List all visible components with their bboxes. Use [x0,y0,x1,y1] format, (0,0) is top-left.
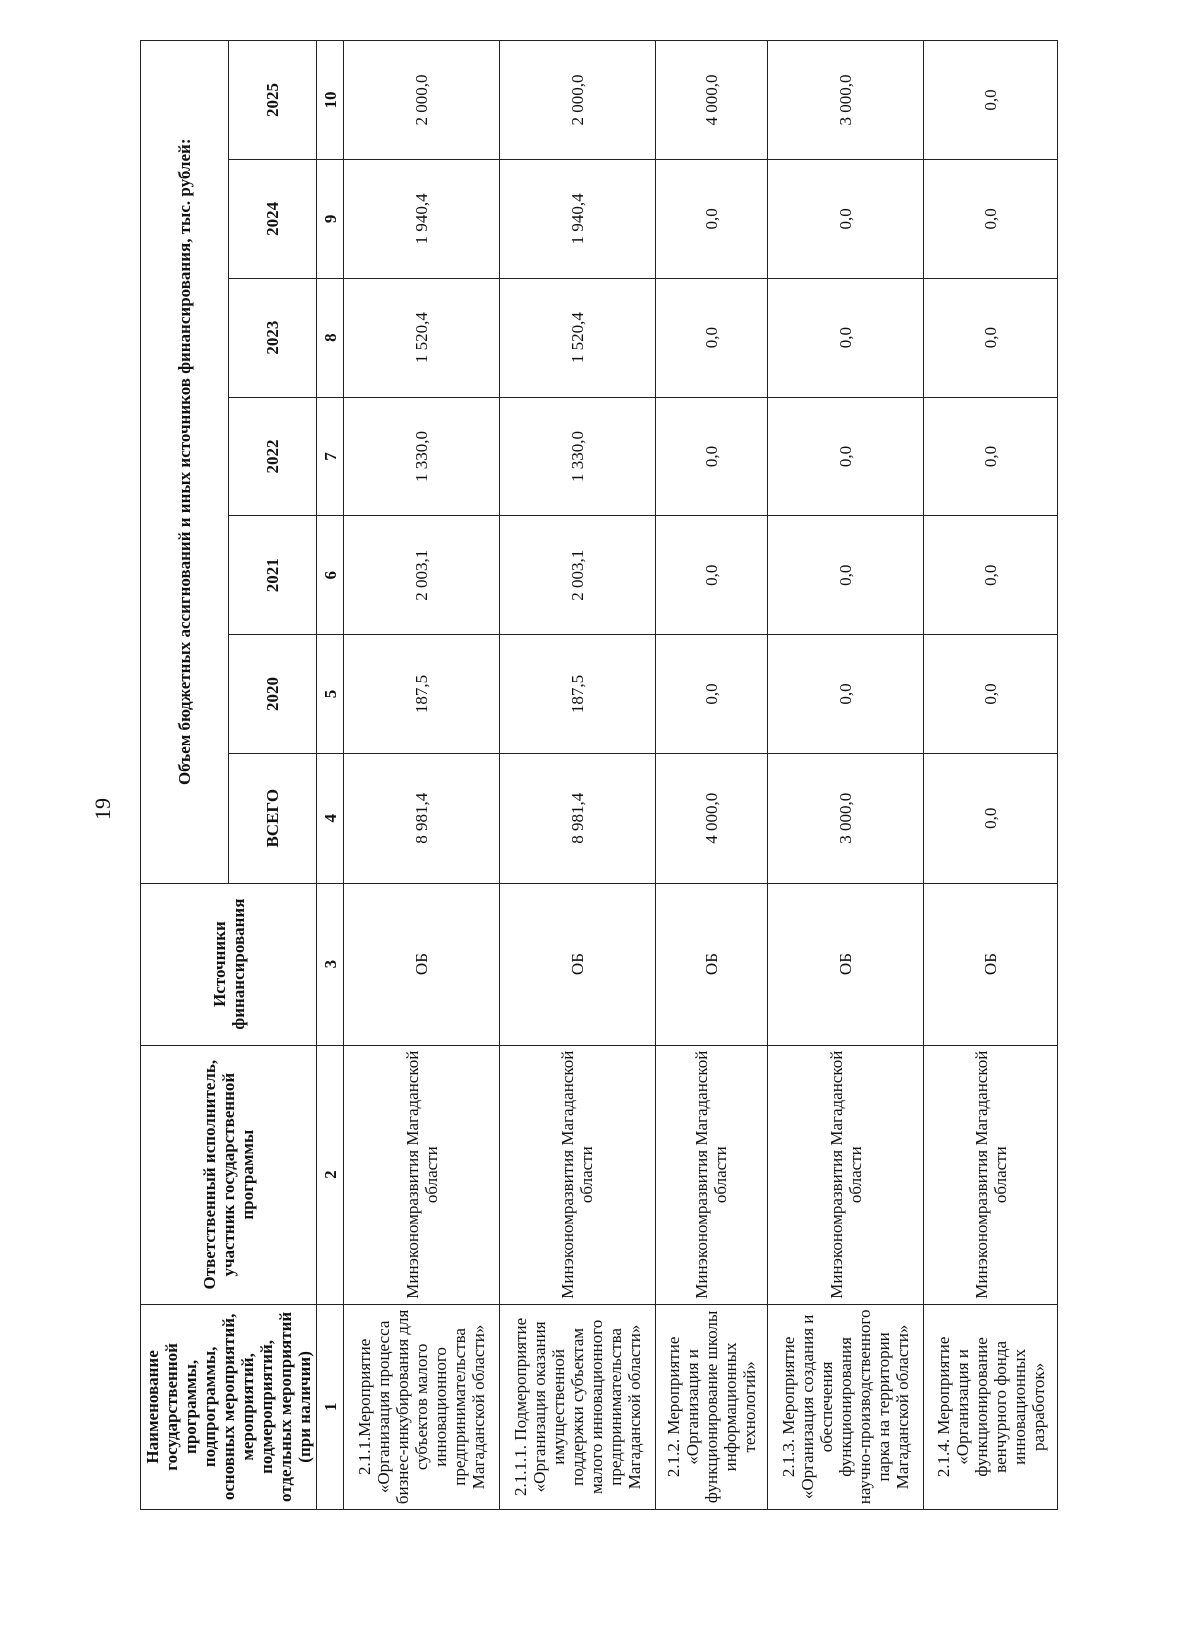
executor-cell: Минэкономразвития Магаданской области [499,1045,655,1304]
executor-cell: Минэкономразвития Магаданской области [768,1045,924,1304]
year-cell: 3 000,0 [768,41,924,160]
financing-table [140,40,1058,1510]
activity-name: 2.1.4. Мероприятие «Организация и функционирование венчурного фонда инновационных разработок» [923,1304,1057,1509]
activity-name: 2.1.3. Мероприятие «Организация создания и обеспечения функционирования научно-производственного парка на территории Магаданской области» [768,1304,924,1509]
executor-cell: Минэкономразвития Магаданской области [655,1045,768,1304]
column-number: 10 [317,41,344,160]
year-cell: 2 000,0 [344,41,500,160]
year-cell: 2 003,1 [344,516,500,635]
column-number-row [317,41,344,1510]
year-cell: 0,0 [655,635,768,754]
total-cell: 8 981,4 [499,753,655,883]
total-cell: 0,0 [923,753,1057,883]
year-cell: 1 330,0 [499,397,655,516]
column-number: 1 [317,1304,344,1509]
year-cell: 0,0 [768,159,924,278]
header-name: Наименование государственной программы, подпрограммы, основных мероприятий, мероприятий, подмероприятий, отдельных мероприятий (при наличии) [141,1304,317,1509]
source-cell: ОБ [655,883,768,1045]
source-cell: ОБ [923,883,1057,1045]
activity-name: 2.1.2. Мероприятие «Организация и функционирование школы информационных технологий» [655,1304,768,1509]
financing-table-rotated [140,40,1048,1510]
year-cell: 0,0 [768,397,924,516]
column-number: 8 [317,278,344,397]
year-cell: 4 000,0 [655,41,768,160]
header-year: 2022 [229,397,317,516]
year-cell: 1 520,4 [344,278,500,397]
header-year: 2025 [229,41,317,160]
column-number: 7 [317,397,344,516]
source-cell: ОБ [499,883,655,1045]
header-volume: Объем бюджетных ассигнований и иных источников финансирования, тыс. рублей: [141,41,229,884]
year-cell: 0,0 [768,635,924,754]
column-number: 4 [317,753,344,883]
total-cell: 3 000,0 [768,753,924,883]
source-cell: ОБ [344,883,500,1045]
column-number: 6 [317,516,344,635]
year-cell: 2 000,0 [499,41,655,160]
header-year: 2023 [229,278,317,397]
year-cell: 0,0 [923,278,1057,397]
year-cell: 187,5 [499,635,655,754]
year-cell: 2 003,1 [499,516,655,635]
executor-cell: Минэкономразвития Магаданской области [344,1045,500,1304]
year-cell: 1 940,4 [344,159,500,278]
header-year: 2021 [229,516,317,635]
header-executor: Ответственный исполнитель, участник государственной программы [141,1045,317,1304]
year-cell: 0,0 [923,397,1057,516]
column-number: 5 [317,635,344,754]
column-number: 2 [317,1045,344,1304]
header-source: Источники финансирования [141,883,317,1045]
column-number: 9 [317,159,344,278]
activity-name: 2.1.1.1. Подмероприятие «Организация оказания имущественной поддержки субъектам малого инновационного предпринимательства Магаданской области» [499,1304,655,1509]
year-cell: 0,0 [923,635,1057,754]
year-cell: 0,0 [655,397,768,516]
executor-cell: Минэкономразвития Магаданской области [923,1045,1057,1304]
year-cell: 0,0 [923,159,1057,278]
header-year: 2024 [229,159,317,278]
year-cell: 1 520,4 [499,278,655,397]
activity-name: 2.1.1.Мероприятие «Организация процесса бизнес-инкубирования для субъектов малого инновационного предпринимательства Магаданской области» [344,1304,500,1509]
header-year: 2020 [229,635,317,754]
total-cell: 4 000,0 [655,753,768,883]
table-row [923,41,1057,1510]
year-cell: 0,0 [923,41,1057,160]
source-cell: ОБ [768,883,924,1045]
header-total: ВСЕГО [229,753,317,883]
year-cell: 0,0 [655,278,768,397]
header-row-1 [141,41,229,1510]
table-row [499,41,655,1510]
year-cell: 1 940,4 [499,159,655,278]
column-number: 3 [317,883,344,1045]
year-cell: 0,0 [768,278,924,397]
year-cell: 0,0 [768,516,924,635]
table-row [344,41,500,1510]
year-cell: 0,0 [655,516,768,635]
year-cell: 0,0 [655,159,768,278]
table-row [768,41,924,1510]
page-number: 19 [90,798,115,820]
year-cell: 0,0 [923,516,1057,635]
total-cell: 8 981,4 [344,753,500,883]
year-cell: 187,5 [344,635,500,754]
year-cell: 1 330,0 [344,397,500,516]
table-row [655,41,768,1510]
